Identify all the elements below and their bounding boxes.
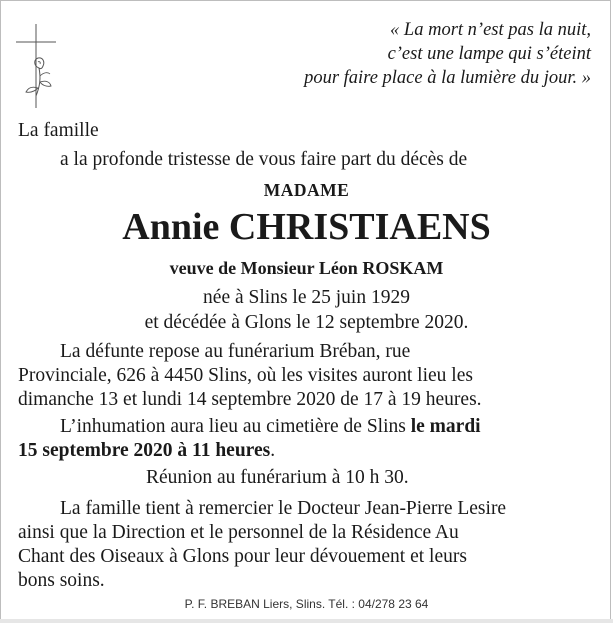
visitation-line-2: Provinciale, 626 à 4450 Slins, où les visites auront lieu les [18,365,473,386]
burial-line-1 [18,415,598,439]
family-label: La famille [18,120,99,141]
burial-day: le mardi [410,416,481,437]
intro-text: a la profonde tristesse de vous faire part du décès de [60,149,468,170]
meeting-text: Réunion au funérarium à 10 h 30. [146,467,409,488]
cross-rose-icon [14,22,58,112]
thanks-line-4: bons soins. [18,570,105,591]
birth-text: née à Slins le 25 juin 1929 [203,287,410,308]
honorific: MADAME [263,180,350,200]
death-text: et décédée à Glons le 12 septembre 2020. [144,312,469,333]
burial-paragraph [18,415,598,463]
visitation-paragraph [18,340,598,412]
burial-date-time: 15 septembre 2020 à 11 heures [18,440,271,461]
visitation-line-3: dimanche 13 et lundi 14 septembre 2020 de 17 à 19 heures. [18,389,482,410]
funeral-home-footer: P. F. BREBAN Liers, Slins. Tél. : 04/278 23 64 [184,597,429,611]
bottom-rule [0,619,613,623]
thanks-line-2: ainsi que la Direction et le personnel de la Résidence Au [18,522,459,543]
quote-line-2: c’est une lampe qui s’éteint [387,44,591,64]
burial-line-2 [18,439,598,463]
quote-line-1: « La mort n’est pas la nuit, [390,20,591,40]
deceased-name: Annie CHRISTIAENS [122,206,491,248]
widow-of-text: veuve de Monsieur Léon ROSKAM [169,258,444,278]
thanks-paragraph [18,497,598,593]
thanks-line-1: La famille tient à remercier le Docteur Jean-Pierre Lesire [60,498,507,519]
burial-text: L’inhumation aura lieu au cimetière de Slins [60,416,411,437]
thanks-line-3: Chant des Oiseaux à Glons pour leur dévouement et leurs [18,546,467,567]
epigraph-quote [304,18,591,90]
visitation-line-1: La défunte repose au funérarium Bréban, rue [60,341,411,362]
burial-period: . [270,440,276,461]
quote-line-3: pour faire place à la lumière du jour. » [304,68,591,88]
